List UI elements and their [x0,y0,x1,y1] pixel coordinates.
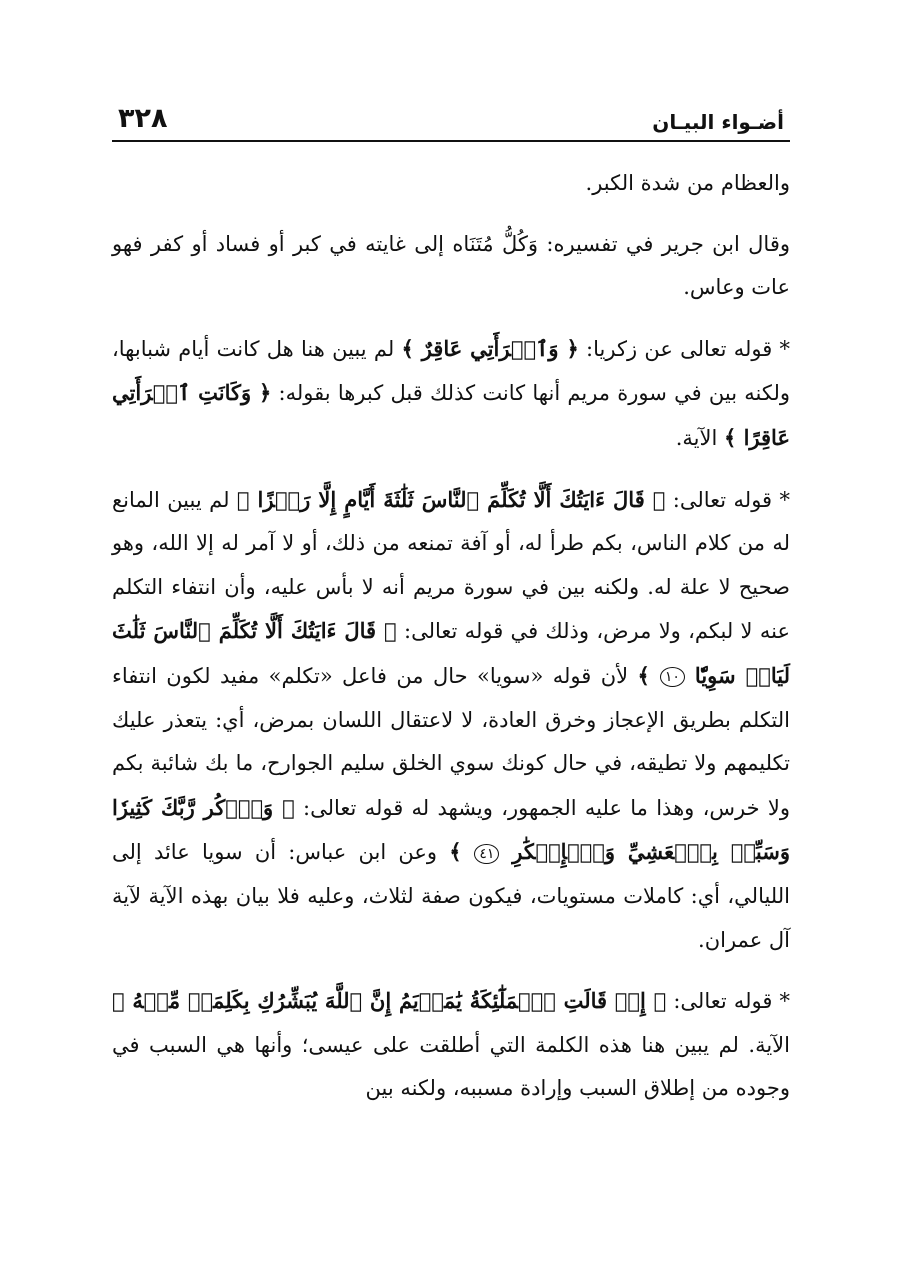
body-text [112,162,790,1111]
paragraph-text: الآية. لم يبين هنا هذه الكلمة التي أطلقت على عيسى؛ وأنها هي السبب في وجوده من إطلاق السبب وإرادة مسببه، ولكنه بين [112,1032,790,1101]
quran-verse: ﴿ قَالَ ءَايَتُكَ أَلَّا تُكَلِّمَ ٱلنَّاسَ ثَلَٰثَ لَيَالٖ سَوِيّٗا [112,618,790,688]
book-title: أضـواء البيـان [652,110,784,134]
paragraph [112,162,790,206]
paragraph [112,979,790,1111]
quran-verse: ﴾ [637,662,660,688]
paragraph-text: الآية. [675,425,724,450]
paragraph-text: * قوله تعالى عن زكريا: [578,336,790,361]
paragraph-text: والعظام من شدة الكبر. [585,171,790,195]
paragraph-text: وعن ابن عباس: أن سويا عائد إلى الليالي، أي: كاملات مستويات، فيكون صفة لثلاث، وعليه فلا بيان بهذه الآية لآية آل عمران. [112,840,790,952]
paragraph-text: لم يبين المانع له من كلام الناس، بكم طرأ له، أو آفة تمنعه من ذلك، أو لا آمر له إلا الله، وهو صحيح لا علة له. ولكنه بين في سورة مريم أنه لا بأس عليه، وأن انتفاء التكلم عنه لا لبكم، ولا مرض، وذلك في قوله تعالى: [112,487,790,644]
quran-verse: ﴿ وَكَانَتِ ٱمۡرَأَتِي عَاقِرًا ﴾ [112,380,790,450]
paragraph [112,327,790,461]
ayah-number-marker: ٤١ [474,844,499,864]
quran-verse: ﴿ قَالَ ءَايَتُكَ أَلَّا تُكَلِّمَ ٱلنَّاسَ ثَلَٰثَةَ أَيَّامٍ إِلَّا رَمۡزًا ﴾ [236,486,666,512]
quran-verse: ﴿ وَٱذۡكُر رَّبَّكَ كَثِيرٗا وَسَبِّحۡ بِٱلۡعَشِيِّ وَٱلۡإِبۡكَٰرِ [112,794,790,865]
paragraph-text: لأن قوله «سويا» حال من فاعل «تكلم» مفيد لكون انتفاء التكلم بطريق الإعجاز وخرق العادة، لا لاعتقال اللسان بمرض، أي: يتعذر عليك تكليمهم ولا تطيقه، في حال كونك سوي الخلق سليم الجوارح، ما بك شائبة بكم ولا خرس، وهذا ما عليه الجمهور، ويشهد له قوله تعالى: [112,663,790,820]
paragraph-text: وقال ابن جرير في تفسيره: وَكُلُّ مُتَنَاه إلى غايته في كبر أو فساد أو كفر فهو عات وعاس. [112,231,790,300]
quran-verse: ﴿ إِذۡ قَالَتِ ٱلۡمَلَٰٓئِكَةُ يَٰمَرۡيَمُ إِنَّ ٱللَّهَ يُبَشِّرُكِ بِكَلِمَةٖ مِّنۡهُ ﴾ [112,988,667,1014]
paragraph [112,478,790,963]
page-number: ٣٢٨ [118,103,168,134]
paragraph-text: * قوله تعالى: [665,487,791,512]
paragraph-text: لم يبين هنا هل كانت أيام شبابها، ولكنه بين في سورة مريم أنها كانت كذلك قبل كبرها بقوله: [112,336,790,406]
paragraph [112,223,790,310]
quran-verse: ﴿ وَٱمۡرَأَتِي عَاقِرٌ ﴾ [401,335,579,361]
running-header [112,88,790,142]
page [112,88,790,1231]
ayah-number-marker: ١٠ [660,667,685,687]
quran-verse: ﴾ [449,839,475,865]
paragraph-text: * قوله تعالى: [666,989,791,1014]
